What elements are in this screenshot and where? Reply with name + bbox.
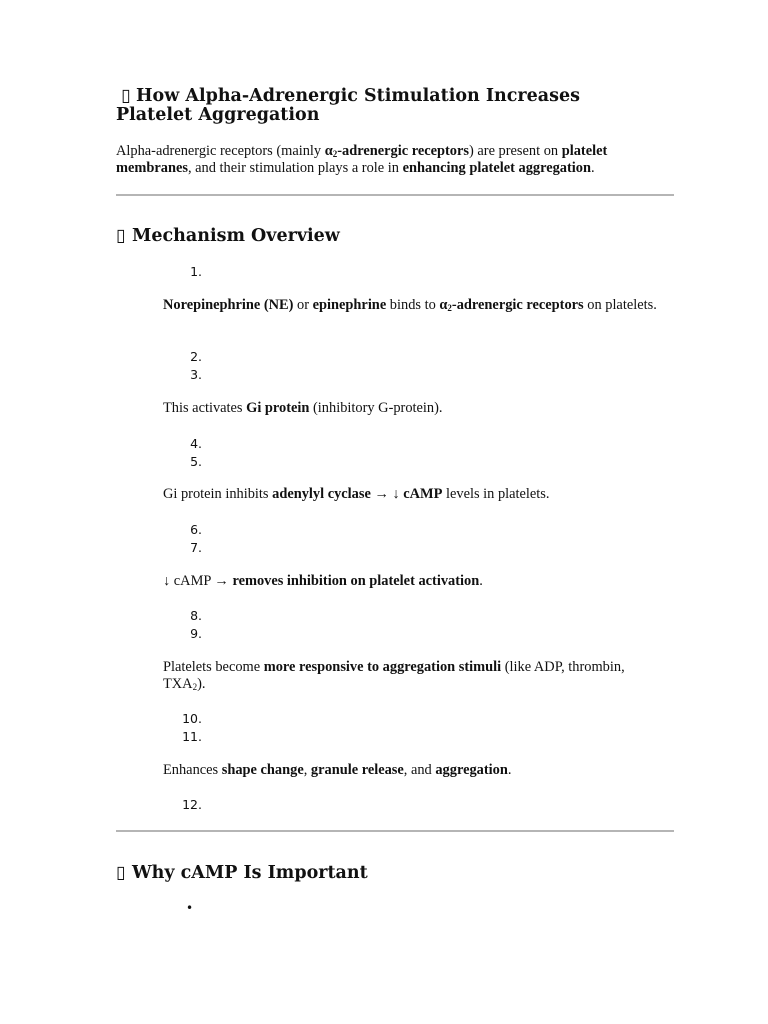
mechanism-heading-text: Mechanism Overview — [132, 226, 340, 246]
intro-text-1: Alpha-adrenergic receptors (mainly — [116, 143, 325, 159]
step-3-text-1: Gi protein inhibits — [163, 486, 273, 502]
intro-text-4: . — [590, 160, 595, 176]
list-number: 8. — [190, 608, 202, 623]
intro-alpha-subscript: 2 — [332, 149, 338, 159]
mechanism-heading — [116, 226, 340, 246]
intro-text-2: ) are present on — [469, 143, 562, 159]
intro-paragraph — [116, 143, 674, 177]
step-6-granule-release: granule release — [310, 762, 404, 778]
step-4-removes-inhibition: removes inhibition on platelet activation — [232, 573, 480, 589]
list-number: 10. — [182, 711, 202, 726]
page-title — [116, 87, 656, 125]
step-6-paragraph — [163, 762, 663, 779]
step-6-aggregation: aggregation — [435, 762, 508, 778]
list-number: 9. — [190, 626, 202, 641]
step-1-text-3: on platelets. — [583, 297, 657, 313]
step-6-text-2: , — [303, 762, 311, 778]
camp-heading-text: Why cAMP Is Important — [132, 863, 368, 883]
list-number: 4. — [190, 436, 202, 451]
intro-text-3: , and their stimulation plays a role in — [187, 160, 403, 176]
step-5-paragraph — [163, 659, 663, 693]
camp-heading — [116, 863, 368, 883]
list-number: 2. — [190, 349, 202, 364]
step-4-text-1: ↓ cAMP → — [163, 573, 233, 589]
bullet-marker: • — [186, 901, 194, 915]
step-1-ne: Norepinephrine (NE) — [163, 297, 294, 313]
step-6-text-1: Enhances — [163, 762, 222, 778]
step-6-text-3: , and — [403, 762, 436, 778]
step-1-epinephrine: epinephrine — [312, 297, 387, 313]
step-4-text-2: . — [479, 573, 483, 589]
missing-glyph-icon: ▯ — [116, 863, 126, 883]
step-2-text-2: (inhibitory G-protein). — [309, 400, 443, 416]
step-3-adenylyl-cyclase: adenylyl cyclase → ↓ cAMP — [272, 486, 443, 502]
divider-1 — [116, 194, 674, 196]
step-6-text-4: . — [507, 762, 512, 778]
intro-platelet-membranes: platelet membranes — [116, 143, 608, 176]
step-3-text-2: levels in platelets. — [442, 486, 550, 502]
missing-glyph-icon: ▯ — [121, 86, 131, 106]
step-5-text-3: ). — [197, 676, 206, 692]
intro-alpha: α — [324, 143, 333, 159]
step-5-text-1: Platelets become — [163, 659, 264, 675]
step-1-receptors: -adrenergic receptors — [451, 297, 584, 313]
step-4-paragraph — [163, 573, 663, 590]
step-1-paragraph — [163, 297, 663, 314]
step-1-text-2: binds to — [386, 297, 440, 313]
list-number: 5. — [190, 454, 202, 469]
step-5-more-responsive: more responsive to aggregation stimuli — [263, 659, 502, 675]
list-number: 12. — [182, 797, 202, 812]
missing-glyph-icon: ▯ — [116, 226, 126, 246]
list-number: 6. — [190, 522, 202, 537]
divider-2 — [116, 830, 674, 832]
step-3-paragraph — [163, 486, 663, 503]
step-2-paragraph — [163, 400, 663, 417]
list-number: 11. — [182, 729, 202, 744]
intro-receptors: -adrenergic receptors — [337, 143, 469, 159]
intro-enhancing-aggregation: enhancing platelet aggregation — [402, 160, 591, 176]
step-2-gi-protein: Gi protein — [246, 400, 310, 416]
step-1-alpha: α — [439, 297, 448, 313]
page-title-text: How Alpha-Adrenergic Stimulation Increases Platelet Aggregation — [116, 86, 580, 125]
step-1-alpha-subscript: 2 — [447, 303, 452, 313]
step-1-text-1: or — [293, 297, 313, 313]
list-number: 7. — [190, 540, 202, 555]
step-2-text-1: This activates — [163, 400, 247, 416]
step-5-text-2: (like ADP, thrombin, TXA — [163, 659, 625, 692]
list-number: 3. — [190, 367, 202, 382]
list-number: 1. — [190, 264, 202, 279]
step-6-shape-change: shape change — [221, 762, 304, 778]
step-5-txa-subscript: 2 — [192, 682, 198, 692]
